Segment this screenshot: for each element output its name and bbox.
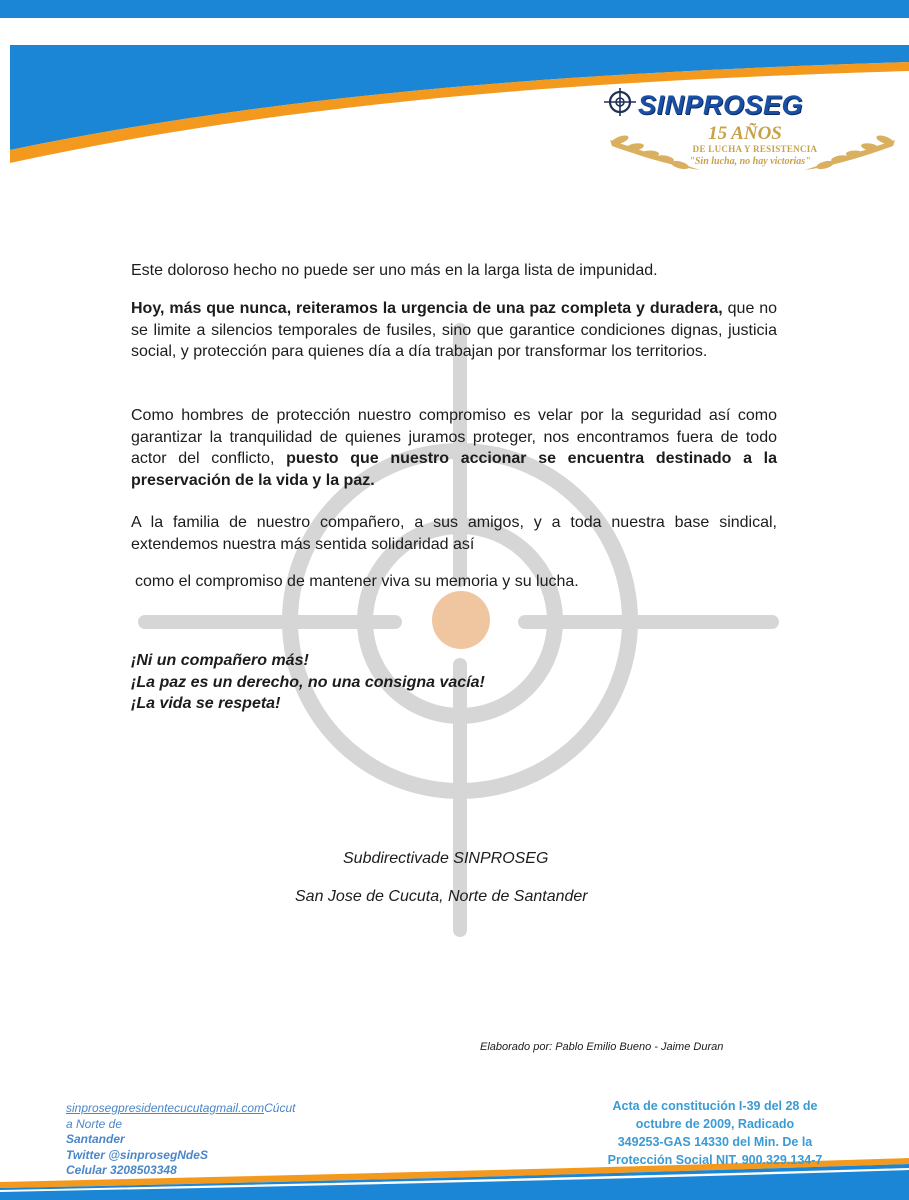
- footer-contact: [66, 1101, 326, 1179]
- paragraph-2: [131, 298, 777, 363]
- prepared-by: Elaborado por: Pablo Emilio Bueno - Jaime Duran: [480, 1041, 724, 1053]
- phone-number: Celular 3208503348: [66, 1163, 177, 1177]
- slogan-1: ¡Ni un compañero más!: [131, 652, 309, 669]
- paragraph-3: [131, 405, 777, 491]
- email-link[interactable]: sinprosegpresidentecucutagmail.com: [66, 1101, 265, 1115]
- paragraph-2-rest: que no se limite a silencios temporales de fusiles, sino que garantice condiciones dignas, justicia social, y protección para quienes día a día trabajan por transformar los territorios.: [131, 300, 778, 360]
- slogan-2: ¡La paz es un derecho, no una consigna vacía!: [131, 673, 485, 691]
- twitter-handle[interactable]: Twitter @sinprosegNdeS: [66, 1147, 208, 1162]
- paragraph-3-normal: Como hombres de protección nuestro compromiso es velar por la seguridad así como garantizar la tranquilidad de quienes juramos proteger, nos encontramos fuera de todo actor del conflicto,: [131, 407, 777, 467]
- logo-subtitle: DE LUCHA Y RESISTENCIA: [692, 144, 818, 154]
- slogan-3: ¡La vida se respeta!: [131, 695, 281, 712]
- signature-org: Subdirectivade SINPROSEG: [343, 850, 549, 867]
- logo-motto: "Sin lucha, no hay victorias": [689, 156, 811, 167]
- footer-legal: [580, 1097, 850, 1169]
- target-bullseye: [432, 591, 490, 649]
- logo-years: 15 AÑOS: [708, 123, 782, 144]
- paragraph-4: A la familia de nuestro compañero, a sus amigos, y a toda nuestra base sindical, extendemos nuestra más sentida solidaridad así: [131, 514, 777, 553]
- legal-line-1: Acta de constitución I-39 del 28 de: [612, 1099, 818, 1113]
- signature-place: San Jose de Cucuta, Norte de Santander: [295, 888, 588, 905]
- legal-line-2: octubre de 2009, Radicado: [635, 1117, 795, 1131]
- paragraph-3-bold: puesto que nuestro accionar se encuentra destinado a la preservación de la vida y la paz.: [131, 450, 777, 489]
- paragraph-1: Este doloroso hecho no puede ser uno más en la larga lista de impunidad.: [131, 262, 658, 279]
- email-suffix: Cúcut: [264, 1101, 296, 1115]
- footer-region: Santander: [66, 1132, 125, 1146]
- legal-line-4: Protección Social NIT. 900.329.134-7: [607, 1153, 823, 1167]
- paragraph-2-bold: Hoy, más que nunca, reiteramos la urgencia de una paz completa y duradera,: [131, 300, 723, 317]
- slogans: [131, 650, 485, 715]
- logo-title: SINPROSEG: [638, 90, 804, 120]
- paragraph-5: como el compromiso de mantener viva su memoria y su lucha.: [135, 573, 579, 590]
- footer-city: a Norte de: [66, 1116, 123, 1131]
- legal-line-3: 349253-GAS 14330 del Min. De la: [617, 1135, 813, 1149]
